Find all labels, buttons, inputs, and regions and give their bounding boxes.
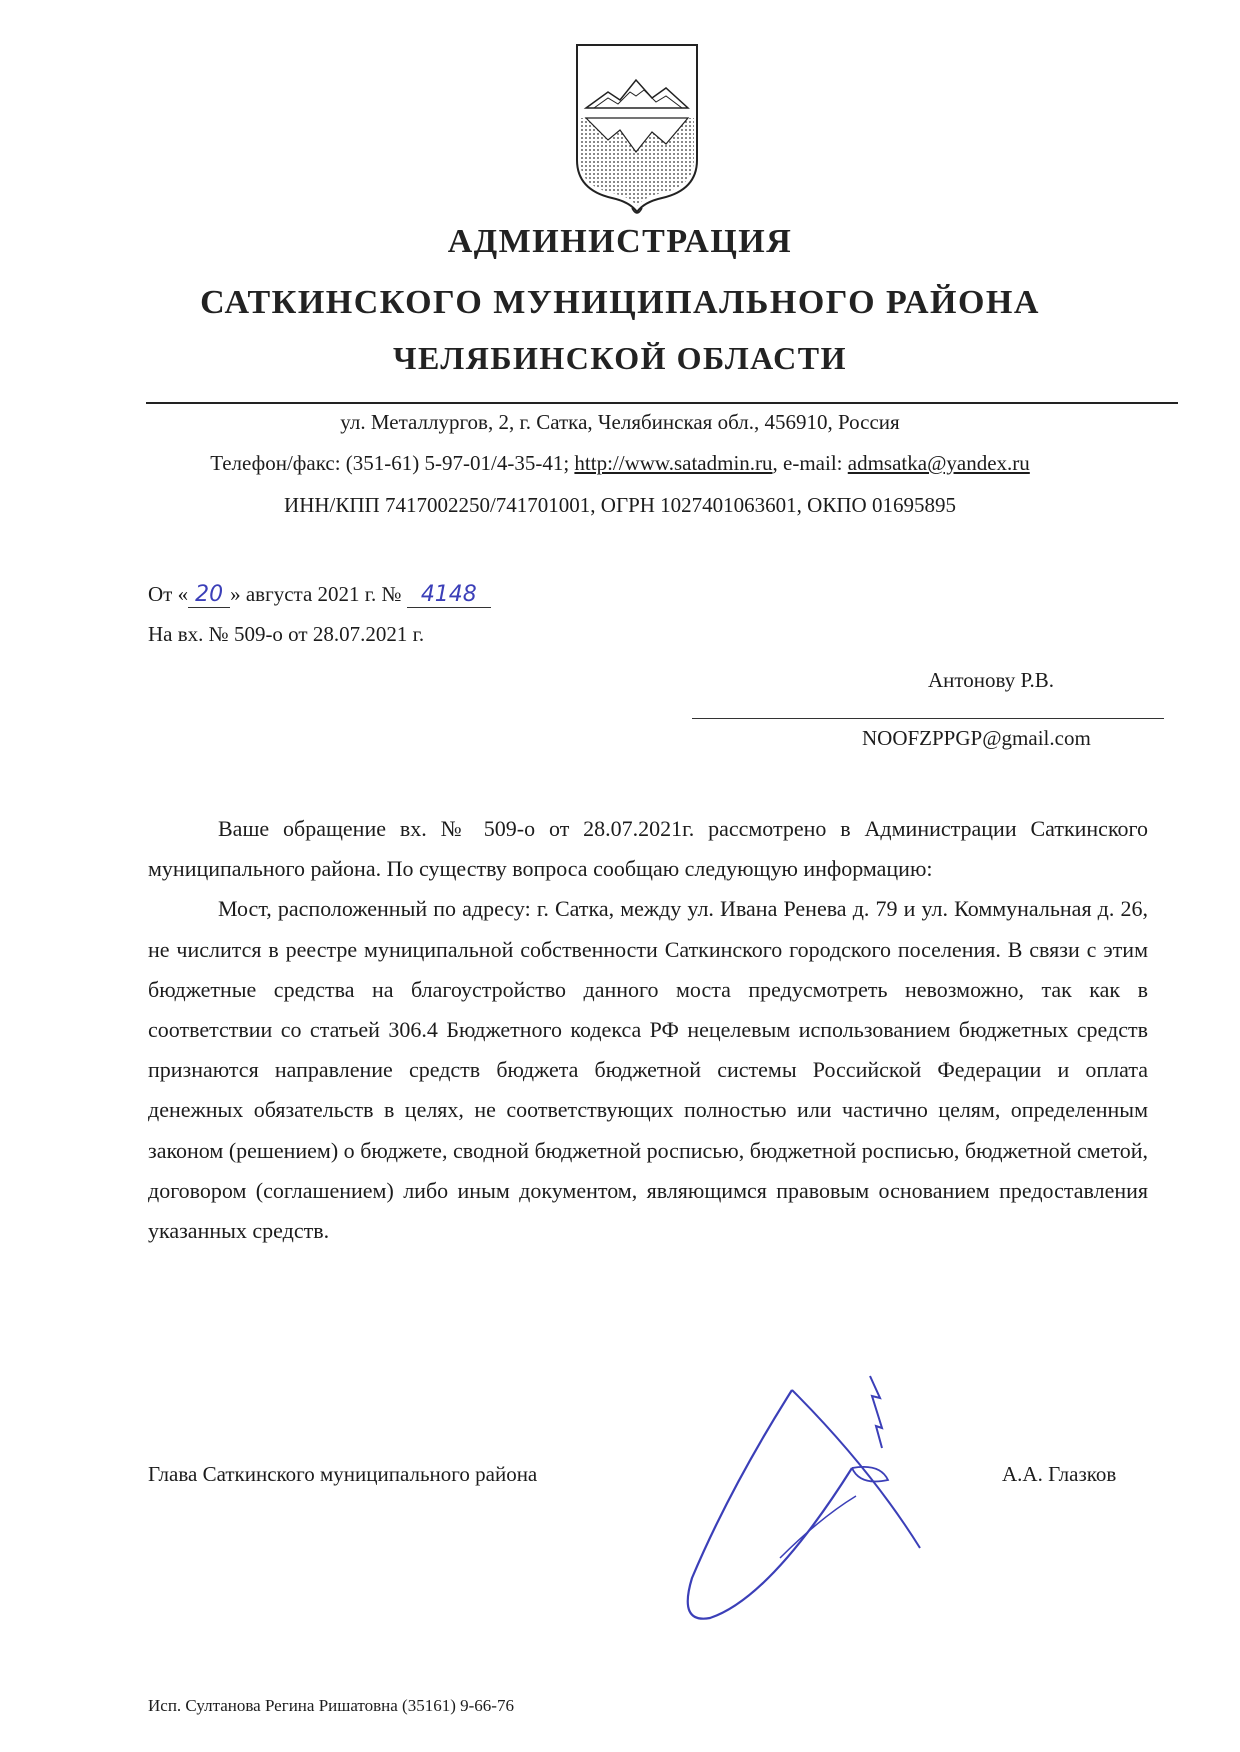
letter-body xyxy=(148,809,1148,1251)
addressee-email: NOOFZPPGP@gmail.com xyxy=(862,726,1091,750)
date-day: 20 xyxy=(188,582,230,608)
header-divider xyxy=(146,402,1178,404)
email-link[interactable]: admsatka@yandex.ru xyxy=(847,451,1030,475)
signatory-name: А.А. Глазков xyxy=(1002,1462,1117,1486)
coat-of-arms-icon xyxy=(572,40,702,218)
org-title-line2: САТКИНСКОГО МУНИЦИПАЛЬНОГО РАЙОНА xyxy=(200,284,1040,321)
org-address: ул. Металлургов, 2, г. Сатка, Челябинская обл., 456910, Россия xyxy=(340,410,900,434)
org-contacts xyxy=(0,451,1240,476)
signatory-position: Глава Саткинского муниципального района xyxy=(148,1462,538,1486)
website-link[interactable]: http://www.satadmin.ru xyxy=(574,451,773,475)
date-prefix: От « xyxy=(148,582,189,606)
org-requisites: ИНН/КПП 7417002250/741701001, ОГРН 1027401063601, ОКПО 01695895 xyxy=(284,493,956,517)
body-paragraph-1: Ваше обращение вх. № 509-о от 28.07.2021г. рассмотрено в Администрации Саткинского муниципального района. По существу вопроса сообщаю следующую информацию: xyxy=(148,816,1148,882)
date-month-year: » августа 2021 г. № xyxy=(230,582,402,606)
letter-date-number xyxy=(148,582,491,608)
org-title-line1: АДМИНИСТРАЦИЯ xyxy=(447,223,793,260)
executor-info: Исп. Султанова Регина Ришатовна (35161) 9-66-76 xyxy=(148,1696,514,1715)
email-label: , e-mail: xyxy=(772,451,848,475)
body-paragraph-2: Мост, расположенный по адресу: г. Сатка, между ул. Ивана Ренева д. 79 и ул. Коммунальная д. 26, не числится в реестре муниципальной собственности Саткинского городского поселения. В связи с этим бюджетные средства на благоустройство данного моста предусмотреть невозможно, так как в соответствии со статьей 306.4 Бюджетного кодекса РФ нецелевым использованием бюджетных средств признаются направление средств бюджета бюджетной системы Российской Федерации и оплата денежных обязательств в целях, не соответствующих полностью или частично целям, определенным законом (решением) о бюджете, сводной бюджетной росписью, бюджетной росписью, бюджетной сметой, договором (соглашением) либо иным документом, являющимся правовым основанием предоставления указанных средств. xyxy=(148,896,1148,1244)
handwritten-signature xyxy=(620,1368,980,1658)
letter-number: 4148 xyxy=(407,582,491,608)
incoming-reference: На вх. № 509-о от 28.07.2021 г. xyxy=(148,622,425,646)
phone-fax: Телефон/факс: (351-61) 5-97-01/4-35-41; xyxy=(210,451,575,475)
addressee-name: Антонову Р.В. xyxy=(928,668,1055,692)
org-title-line3: ЧЕЛЯБИНСКОЙ ОБЛАСТИ xyxy=(392,340,848,376)
addressee-divider xyxy=(692,718,1164,719)
